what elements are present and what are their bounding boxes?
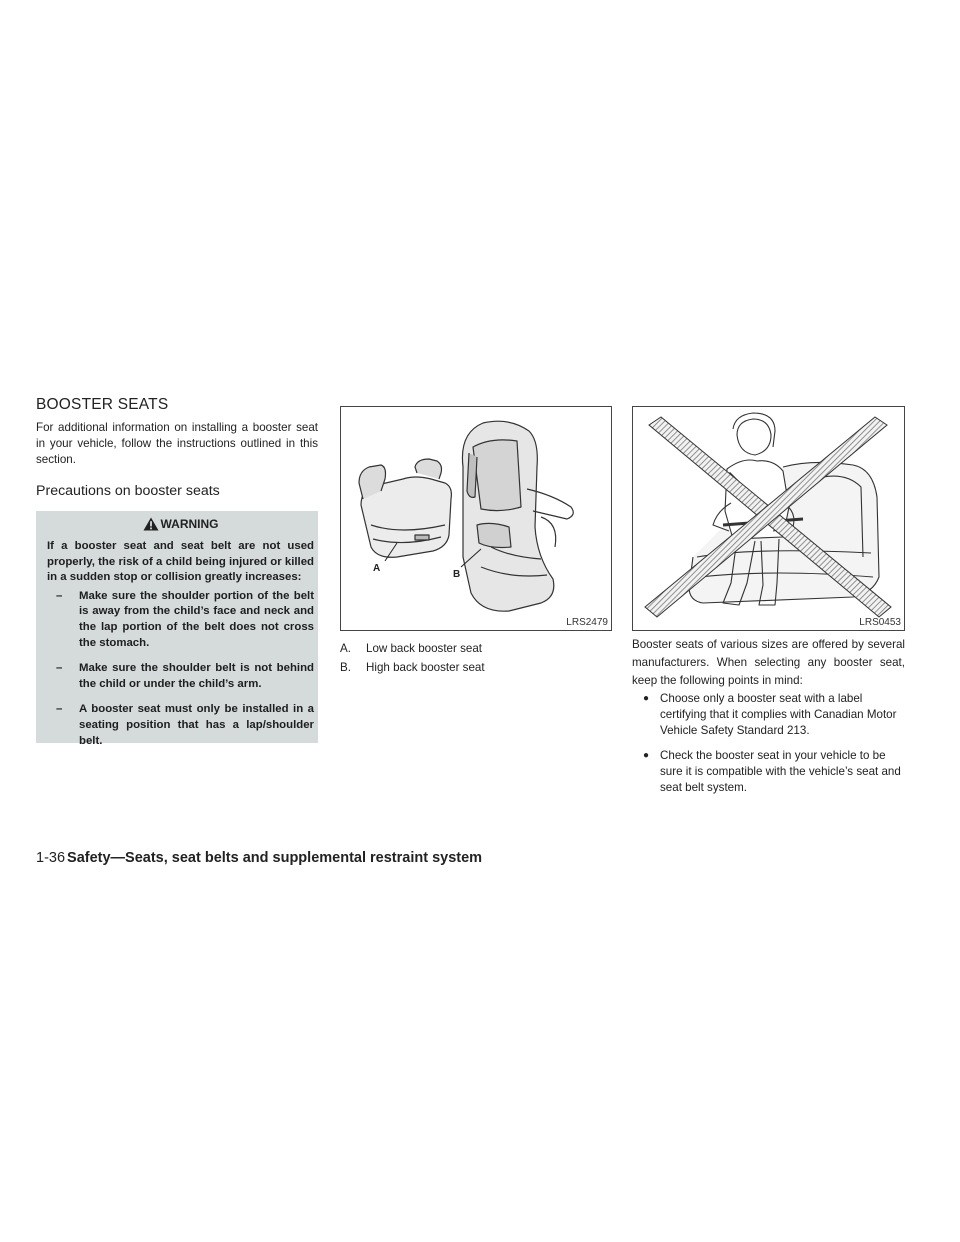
subsection-title: Precautions on booster seats bbox=[36, 483, 220, 499]
booster-seats-illustration bbox=[340, 406, 612, 631]
incorrect-usage-illustration bbox=[632, 406, 905, 631]
legend-item-b: B. High back booster seat bbox=[340, 661, 485, 674]
warning-text: If a booster seat and seat belt are not used properly, the risk of a child being injured or killed in a sudden stop or collision greatly increases: bbox=[47, 540, 314, 584]
warning-title: WARNING bbox=[160, 517, 219, 531]
selection-bullets bbox=[632, 691, 905, 805]
warning-box bbox=[36, 511, 318, 747]
callout-a: A bbox=[373, 563, 381, 574]
warning-list bbox=[47, 589, 314, 749]
warning-header bbox=[47, 517, 314, 531]
booster-seats-drawing bbox=[341, 407, 611, 630]
selection-paragraph: Booster seats of various sizes are offered by several manufacturers. When selecting any booster seat, keep the following points in mind: bbox=[632, 638, 905, 687]
warning-triangle-icon bbox=[143, 517, 159, 531]
warning-item: – Make sure the shoulder belt is not behind the child or under the child’s arm. bbox=[56, 662, 314, 690]
legend-item-a: A. Low back booster seat bbox=[340, 642, 483, 655]
bullet-item: ● Check the booster seat in your vehicle to be sure it is compatible with the vehicle’s seat and seat belt system. bbox=[643, 749, 901, 794]
page-footer bbox=[36, 850, 482, 866]
bullet-item: ● Choose only a booster seat with a label certifying that it complies with Canadian Motor Vehicle Safety Standard 213. bbox=[643, 692, 897, 737]
warning-item: – A booster seat must only be installed in a seating position that has a lap/shoulder belt. bbox=[56, 703, 314, 747]
warning-item: – Make sure the shoulder portion of the belt is away from the child’s face and neck and the lap portion of the belt does not cross the stomach. bbox=[56, 589, 314, 649]
incorrect-belt-drawing bbox=[633, 407, 904, 630]
page-number: 1-36 bbox=[36, 850, 66, 866]
figure-code: LRS2479 bbox=[566, 617, 608, 628]
section-title: BOOSTER SEATS bbox=[36, 396, 169, 413]
callout-b: B bbox=[453, 569, 461, 580]
chapter-title: Safety—Seats, seat belts and supplemental restraint system bbox=[67, 850, 483, 866]
figure-code: LRS0453 bbox=[859, 617, 901, 628]
intro-paragraph: For additional information on installing a booster seat in your vehicle, follow the instructions outlined in this section. bbox=[36, 421, 318, 466]
